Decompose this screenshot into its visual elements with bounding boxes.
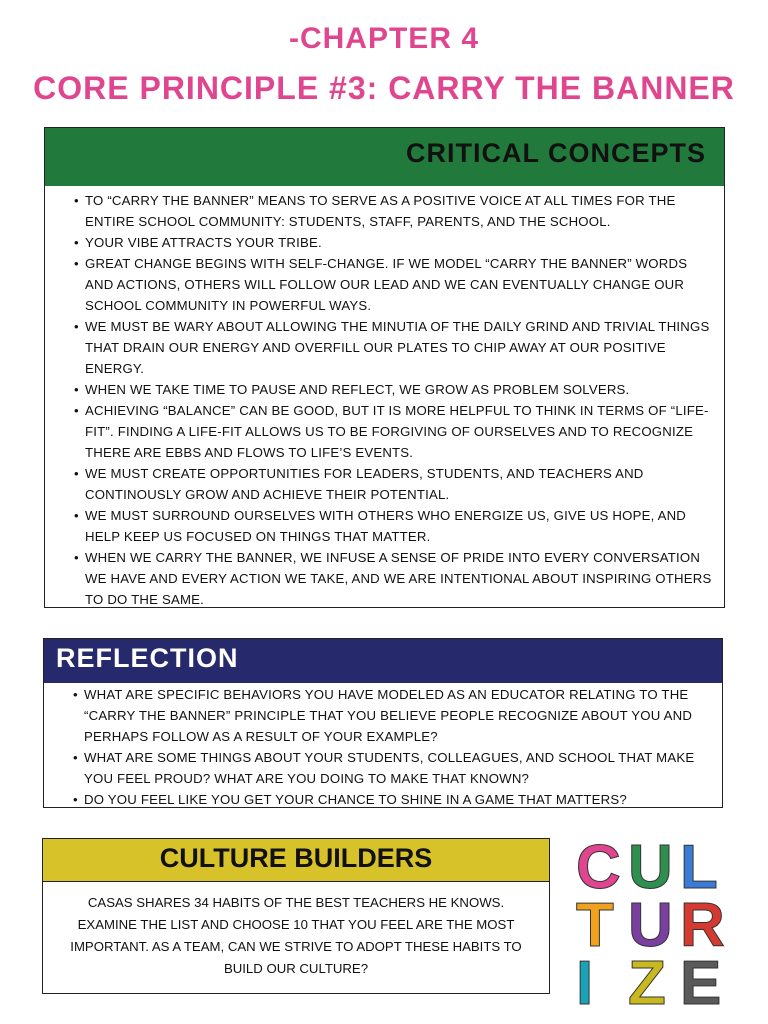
culturize-logo (568, 838, 728, 1010)
culture-builders-header: CULTURE BUILDERS (42, 838, 550, 882)
culture-builders-text: CASAS SHARES 34 HABITS OF THE BEST TEACHERS HE KNOWS. EXAMINE THE LIST AND CHOOSE 10 THAT YOU FEEL ARE THE MOST IMPORTANT. AS A TEAM, CAN WE STRIVE TO ADOPT THESE HABITS TO BUILD OUR CULTURE? (42, 882, 550, 994)
logo-letter: U (628, 838, 673, 902)
reflection-list (44, 684, 712, 810)
list-item: • ACHIEVING “BALANCE” CAN BE GOOD, BUT IT IS MORE HELPFUL TO THINK IN TERMS OF “LIFE-FIT”. FINDING A LIFE-FIT ALLOWS US TO BE FORGIVING OF OURSELVES AND TO RECOGNIZE THERE ARE EBBS AND FLOWS TO LIFE’S EVENTS. (85, 400, 714, 463)
critical-concepts-header: CRITICAL CONCEPTS (45, 128, 724, 186)
chapter-title: CORE PRINCIPLE #3: CARRY THE BANNER (33, 70, 735, 106)
logo-letter: R (680, 891, 725, 960)
critical-concepts-list (45, 190, 714, 610)
chapter-label: -CHAPTER 4 (288, 22, 479, 55)
list-item: • WHAT ARE SOME THINGS ABOUT YOUR STUDENTS, COLLEAGUES, AND SCHOOL THAT MAKE YOU FEEL PROUD? WHAT ARE YOU DOING TO MAKE THAT KNOWN? (84, 747, 712, 789)
list-item: • TO “CARRY THE BANNER” MEANS TO SERVE AS A POSITIVE VOICE AT ALL TIMES FOR THE ENTIRE SCHOOL COMMUNITY: STUDENTS, STAFF, PARENTS, AND THE SCHOOL. (85, 190, 714, 232)
list-item: • YOUR VIBE ATTRACTS YOUR TRIBE. (85, 232, 714, 253)
reflection-header: REFLECTION (44, 639, 722, 683)
list-item: • WE MUST BE WARY ABOUT ALLOWING THE MINUTIA OF THE DAILY GRIND AND TRIVIAL THINGS THAT DRAIN OUR ENERGY AND OVERFILL OUR PLATES TO CHIP AWAY AT OUR POSITIVE ENERGY. (85, 316, 714, 379)
list-item: • WHAT ARE SPECIFIC BEHAVIORS YOU HAVE MODELED AS AN EDUCATOR RELATING TO THE “CARRY THE BANNER” PRINCIPLE THAT YOU BELIEVE PEOPLE RECOGNIZE ABOUT YOU AND PERHAPS FOLLOW AS A RESULT OF YOUR EXAMPLE? (84, 684, 712, 747)
list-item: • WHEN WE CARRY THE BANNER, WE INFUSE A SENSE OF PRIDE INTO EVERY CONVERSATION WE HAVE AND EVERY ACTION WE TAKE, AND WE ARE INTENTIONAL ABOUT INSPIRING OTHERS TO DO THE SAME. (85, 547, 714, 610)
logo-letter: C (576, 838, 621, 902)
list-item: • WE MUST CREATE OPPORTUNITIES FOR LEADERS, STUDENTS, AND TEACHERS AND CONTINOUSLY GROW AND ACHIEVE THEIR POTENTIAL. (85, 463, 714, 505)
logo-letter: I (576, 949, 594, 1010)
logo-letter: T (576, 891, 614, 960)
list-item: • DO YOU FEEL LIKE YOU GET YOUR CHANCE TO SHINE IN A GAME THAT MATTERS? (84, 789, 712, 810)
logo-letter: Z (628, 949, 666, 1010)
logo-letter: L (680, 838, 718, 902)
list-item: • WE MUST SURROUND OURSELVES WITH OTHERS WHO ENERGIZE US, GIVE US HOPE, AND HELP KEEP US FOCUSED ON THINGS THAT MATTER. (85, 505, 714, 547)
logo-letter: U (628, 891, 673, 960)
list-item: • GREAT CHANGE BEGINS WITH SELF-CHANGE. IF WE MODEL “CARRY THE BANNER” WORDS AND ACTIONS, OTHERS WILL FOLLOW OUR LEAD AND WE CAN EVENTUALLY CHANGE OUR SCHOOL COMMUNITY IN POWERFUL WAYS. (85, 253, 714, 316)
list-item: • WHEN WE TAKE TIME TO PAUSE AND REFLECT, WE GROW AS PROBLEM SOLVERS. (85, 379, 714, 400)
critical-concepts-section (44, 127, 725, 608)
reflection-section (43, 638, 723, 808)
logo-letter: E (680, 949, 722, 1010)
